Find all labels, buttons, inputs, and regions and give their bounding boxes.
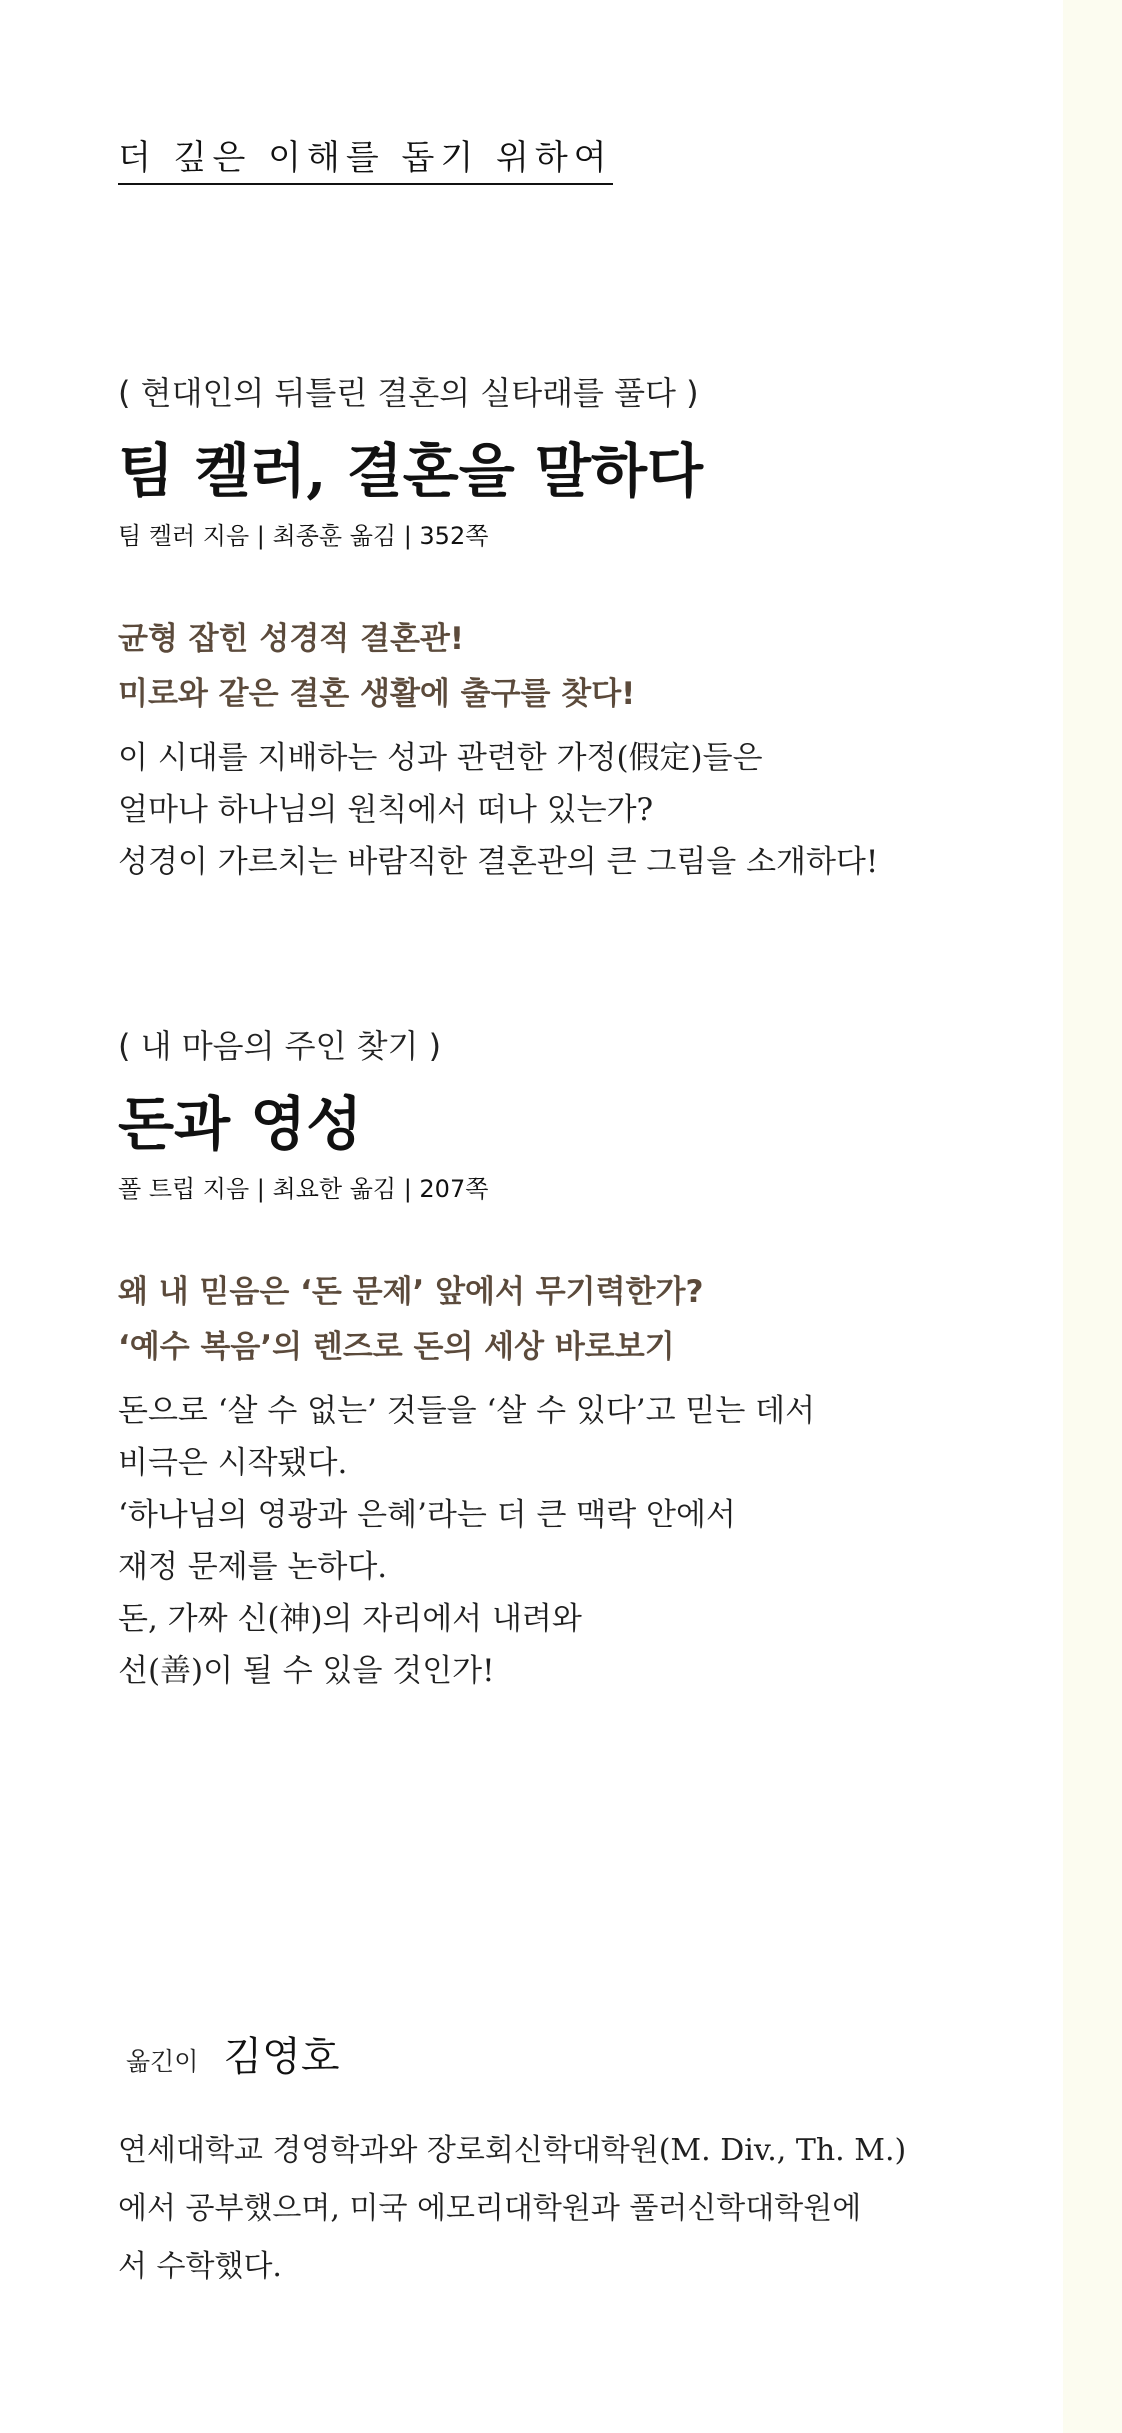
description-line: ‘하나님의 영광과 은혜’라는 더 큰 맥락 안에서: [118, 1497, 736, 1533]
bio-line: 서 수학했다.: [118, 2249, 282, 2284]
book-meta: 팀 켈러 지음 | 최종훈 옮김 | 352쪽: [118, 522, 489, 550]
description-line: 얼마나 하나님의 원칙에서 떠나 있는가?: [118, 792, 654, 828]
book-description: [118, 1385, 1048, 1697]
bio-line: 에서 공부했으며, 미국 에모리대학원과 풀러신학대학원에: [118, 2191, 862, 2226]
description-line: 돈으로 ‘살 수 없는’ 것들을 ‘살 수 있다’고 믿는 데서: [118, 1393, 816, 1429]
description-line: 선(善)이 될 수 있을 것인가!: [118, 1653, 495, 1689]
translator-name: 김영호: [223, 2034, 340, 2080]
translator-header: [118, 2025, 1048, 2082]
description-line: 재정 문제를 논하다.: [118, 1549, 388, 1585]
book-title: 돈과 영성: [118, 1090, 363, 1158]
description-line: 성경이 가르치는 바람직한 결혼관의 큰 그림을 소개하다!: [118, 844, 879, 880]
highlight-line: 미로와 같은 결혼 생활에 출구를 찾다!: [118, 676, 636, 712]
highlight-line: 균형 잡힌 성경적 결혼관!: [118, 621, 464, 657]
bio-line: 연세대학교 경영학과와 장로회신학대학원(M. Div., Th. M.): [118, 2133, 907, 2168]
book-entry-1: [118, 370, 1048, 888]
translator-label: 옮긴이: [126, 2047, 199, 2076]
book-entry-2: [118, 1023, 1048, 1697]
highlight-line: ‘예수 복음’의 렌즈로 돈의 세상 바로보기: [118, 1329, 675, 1365]
book-highlights: [118, 612, 1048, 722]
highlight-line: 왜 내 믿음은 ‘돈 문제’ 앞에서 무기력한가?: [118, 1274, 704, 1310]
description-line: 비극은 시작됐다.: [118, 1445, 348, 1481]
book-meta: 폴 트립 지음 | 최요한 옮김 | 207쪽: [118, 1175, 489, 1203]
page-edge-strip: [1063, 0, 1122, 2433]
book-description: [118, 732, 1048, 888]
translator-bio: [118, 2122, 1048, 2296]
book-subtitle: ( 내 마음의 주인 찾기 ): [118, 1027, 442, 1065]
book-subtitle: ( 현대인의 뒤틀린 결혼의 실타래를 풀다 ): [118, 374, 699, 412]
book-title: 팀 켈러, 결혼을 말하다: [118, 437, 704, 505]
book-highlights: [118, 1265, 1048, 1375]
section-heading: 더 깊은 이해를 돕기 위하여: [118, 130, 613, 185]
translator-section: [118, 2025, 1048, 2296]
description-line: 돈, 가짜 신(神)의 자리에서 내려와: [118, 1601, 582, 1637]
description-line: 이 시대를 지배하는 성과 관련한 가정(假定)들은: [118, 740, 763, 776]
